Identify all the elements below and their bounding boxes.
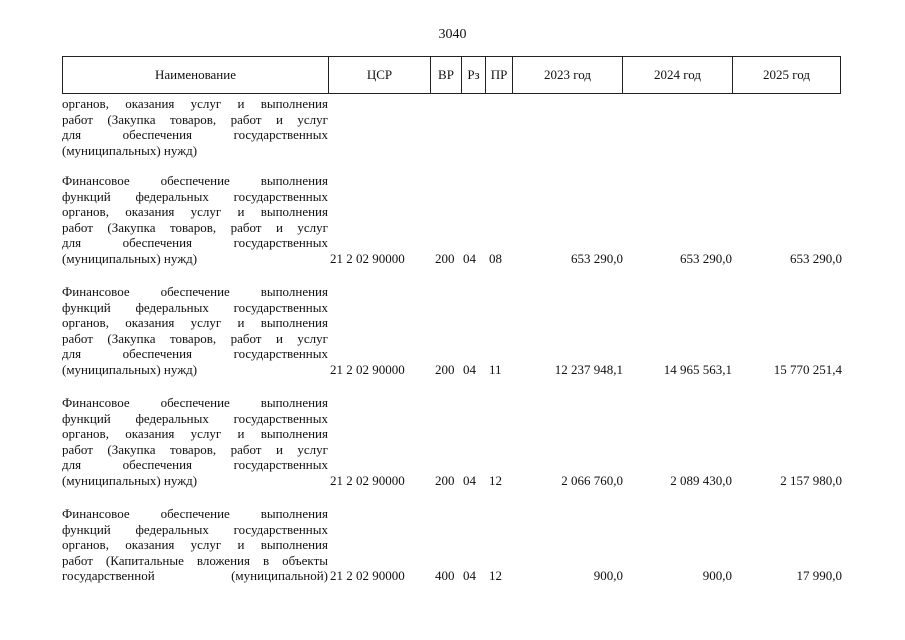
cell-2024: 2 089 430,0 bbox=[670, 472, 732, 488]
cell-csr: 21 2 02 90000 bbox=[330, 361, 405, 377]
cell-csr: 21 2 02 90000 bbox=[330, 568, 405, 583]
name-line: органов, оказания услуг и выполнения bbox=[62, 96, 328, 111]
cell-2023: 12 237 948,1 bbox=[554, 361, 623, 377]
name-line: функций федеральных государственных bbox=[62, 188, 328, 204]
name-line: функций федеральных государственных bbox=[62, 410, 328, 426]
cell-pr: 12 bbox=[489, 568, 502, 583]
cell-rz: 04 bbox=[463, 568, 476, 583]
cell-2025: 15 770 251,4 bbox=[773, 361, 842, 377]
name-line: работ (Закупка товаров, работ и услуг bbox=[62, 219, 328, 235]
row-name bbox=[62, 173, 328, 266]
page-number: 3040 bbox=[438, 27, 467, 42]
row-name bbox=[62, 284, 328, 377]
header-vr: ВР bbox=[430, 57, 461, 93]
cell-rz: 04 bbox=[463, 472, 476, 488]
cell-2025: 17 990,0 bbox=[796, 568, 842, 583]
name-line: для обеспечения государственных bbox=[62, 127, 328, 142]
cell-vr: 400 bbox=[435, 568, 455, 583]
cell-2025: 653 290,0 bbox=[790, 250, 842, 266]
cell-csr: 21 2 02 90000 bbox=[330, 472, 405, 488]
cell-2023: 900,0 bbox=[593, 568, 623, 583]
header-rz: Рз bbox=[461, 57, 485, 93]
name-line: для обеспечения государственных bbox=[62, 346, 328, 361]
name-line: органов, оказания услуг и выполнения bbox=[62, 204, 328, 219]
name-line: Финансовое обеспечение выполнения bbox=[62, 284, 328, 299]
name-line: работ (Закупка товаров, работ и услуг bbox=[62, 111, 328, 127]
cell-csr: 21 2 02 90000 bbox=[330, 250, 405, 266]
header-csr: ЦСР bbox=[328, 57, 430, 93]
name-line: органов, оказания услуг и выполнения bbox=[62, 315, 328, 330]
header-2023: 2023 год bbox=[512, 57, 622, 93]
table-header bbox=[62, 56, 841, 94]
name-line: (муниципальных) нужд) bbox=[62, 361, 198, 377]
header-pr: ПР bbox=[485, 57, 512, 93]
name-line: для обеспечения государственных bbox=[62, 457, 328, 472]
row-name bbox=[62, 96, 328, 158]
cell-rz: 04 bbox=[463, 250, 476, 266]
name-line: государственной (муниципальной) bbox=[62, 568, 328, 583]
name-line: (муниципальных) нужд) bbox=[62, 472, 198, 488]
name-line: для обеспечения государственных bbox=[62, 235, 328, 250]
cell-2025: 2 157 980,0 bbox=[780, 472, 842, 488]
cell-pr: 12 bbox=[489, 472, 502, 488]
name-line: функций федеральных государственных bbox=[62, 521, 328, 537]
name-line: Финансовое обеспечение выполнения bbox=[62, 173, 328, 188]
name-line: работ (Закупка товаров, работ и услуг bbox=[62, 441, 328, 457]
cell-2024: 14 965 563,1 bbox=[663, 361, 732, 377]
name-line: работ (Капитальные вложения в объекты bbox=[62, 552, 328, 568]
cell-vr: 200 bbox=[435, 472, 455, 488]
name-line: работ (Закупка товаров, работ и услуг bbox=[62, 330, 328, 346]
header-2025: 2025 год bbox=[732, 57, 841, 93]
cell-vr: 200 bbox=[435, 361, 455, 377]
name-line: функций федеральных государственных bbox=[62, 299, 328, 315]
cell-2024: 653 290,0 bbox=[680, 250, 732, 266]
cell-pr: 08 bbox=[489, 250, 502, 266]
name-line: (муниципальных) нужд) bbox=[62, 250, 198, 266]
name-line: органов, оказания услуг и выполнения bbox=[62, 537, 328, 552]
cell-rz: 04 bbox=[463, 361, 476, 377]
name-line: (муниципальных) нужд) bbox=[62, 142, 198, 158]
cell-2023: 2 066 760,0 bbox=[561, 472, 623, 488]
cell-2024: 900,0 bbox=[702, 568, 732, 583]
header-name: Наименование bbox=[62, 57, 328, 93]
cell-vr: 200 bbox=[435, 250, 455, 266]
row-name bbox=[62, 395, 328, 488]
cell-2023: 653 290,0 bbox=[571, 250, 623, 266]
name-line: Финансовое обеспечение выполнения bbox=[62, 506, 328, 521]
row-name bbox=[62, 506, 328, 584]
name-line: Финансовое обеспечение выполнения bbox=[62, 395, 328, 410]
cell-pr: 11 bbox=[489, 361, 502, 377]
header-2024: 2024 год bbox=[622, 57, 732, 93]
name-line: органов, оказания услуг и выполнения bbox=[62, 426, 328, 441]
